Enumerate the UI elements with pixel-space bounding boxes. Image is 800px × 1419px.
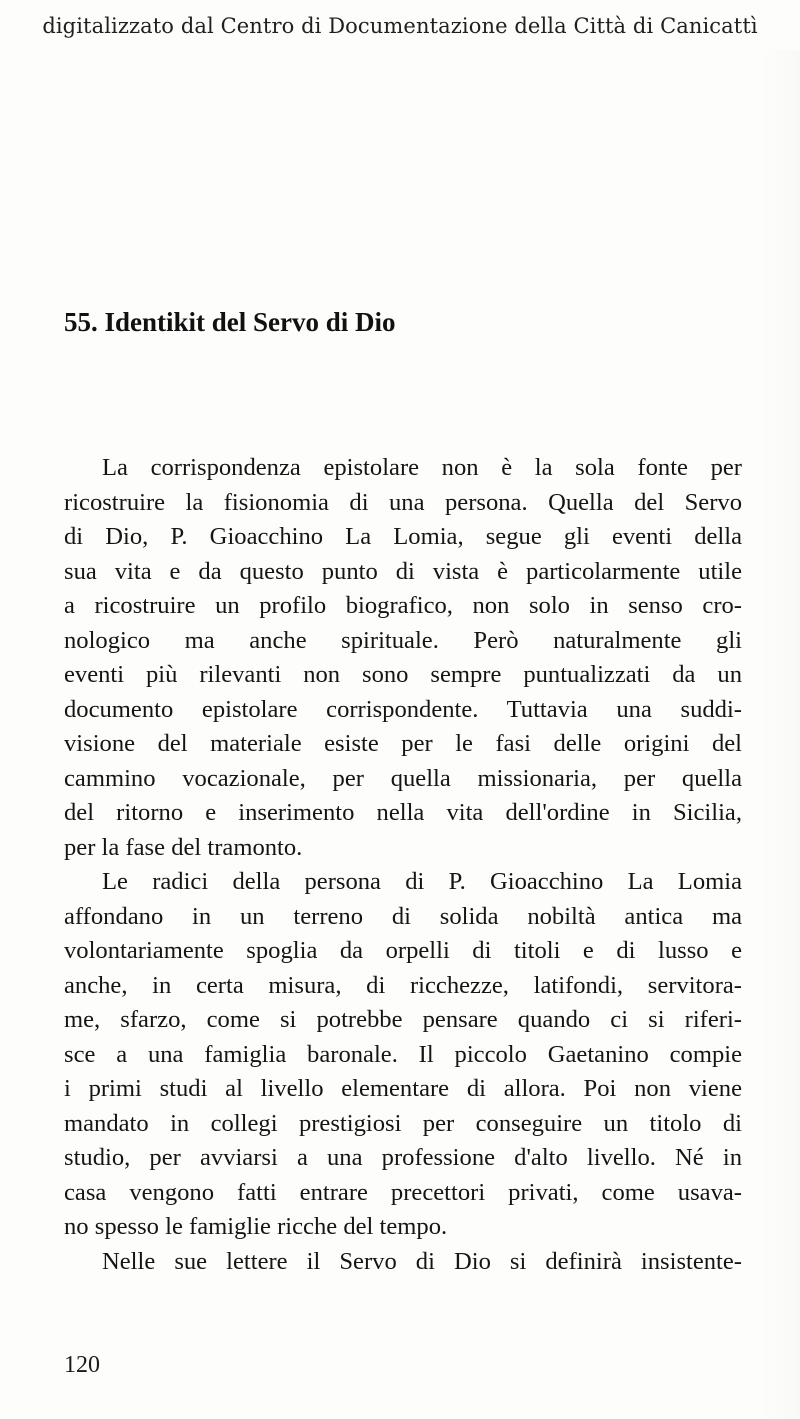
paragraph-2 <box>64 865 742 1245</box>
text-line: me, sfarzo, come si potrebbe pensare quando ci si riferi- <box>64 1006 742 1033</box>
text-line: a ricostruire un profilo biografico, non solo in senso cro- <box>64 592 742 619</box>
text-line: sua vita e da questo punto di vista è particolarmente utile <box>64 557 742 585</box>
text-line: La corrispondenza epistolare non è la sola fonte per <box>102 454 742 481</box>
text-line: visione del materiale esiste per le fasi delle origini del <box>64 730 742 757</box>
text-line: anche, in certa misura, di ricchezze, latifondi, servitora- <box>64 971 742 999</box>
digitization-watermark: digitalizzato dal Centro di Documentazione della Città di Canicattì <box>42 14 758 38</box>
text-line: volontariamente spoglia da orpelli di titoli e di lusso e <box>64 937 742 964</box>
paragraph-3 <box>64 1245 742 1280</box>
text-line: per la fase del tramonto. <box>64 833 303 861</box>
text-line: di Dio, P. Gioacchino La Lomia, segue gli eventi della <box>64 523 742 550</box>
paragraph-1 <box>64 451 742 865</box>
text-line: cammino vocazionale, per quella missionaria, per quella <box>64 764 742 792</box>
text-line: Le radici della persona di P. Gioacchino La Lomia <box>102 868 742 895</box>
body-text <box>64 451 742 1279</box>
text-line: no spesso le famiglie ricche del tempo. <box>64 1213 448 1240</box>
text-line: nologico ma anche spirituale. Però naturalmente gli <box>64 626 742 654</box>
text-line: Nelle sue lettere il Servo di Dio si definirà insistente- <box>102 1247 742 1275</box>
text-line: affondano in un terreno di solida nobiltà antica ma <box>64 902 742 930</box>
text-line: i primi studi al livello elementare di allora. Poi non viene <box>64 1075 742 1102</box>
text-line: sce a una famiglia baronale. Il piccolo Gaetanino compie <box>64 1040 742 1068</box>
text-line: studio, per avviarsi a una professione d'alto livello. Né in <box>64 1144 742 1171</box>
page-number: 120 <box>64 1352 100 1378</box>
text-line: documento epistolare corrispondente. Tuttavia una suddi- <box>64 695 742 723</box>
page-edge-shading <box>760 50 800 1419</box>
text-line: ricostruire la fisionomia di una persona. Quella del Servo <box>64 488 742 516</box>
text-line: del ritorno e inserimento nella vita dell'ordine in Sicilia, <box>64 799 742 826</box>
chapter-title: 55. Identikit del Servo di Dio <box>64 307 396 337</box>
text-line: mandato in collegi prestigiosi per conseguire un titolo di <box>64 1109 742 1137</box>
text-line: casa vengono fatti entrare precettori privati, come usava- <box>64 1178 742 1206</box>
text-line: eventi più rilevanti non sono sempre puntualizzati da un <box>64 661 742 688</box>
